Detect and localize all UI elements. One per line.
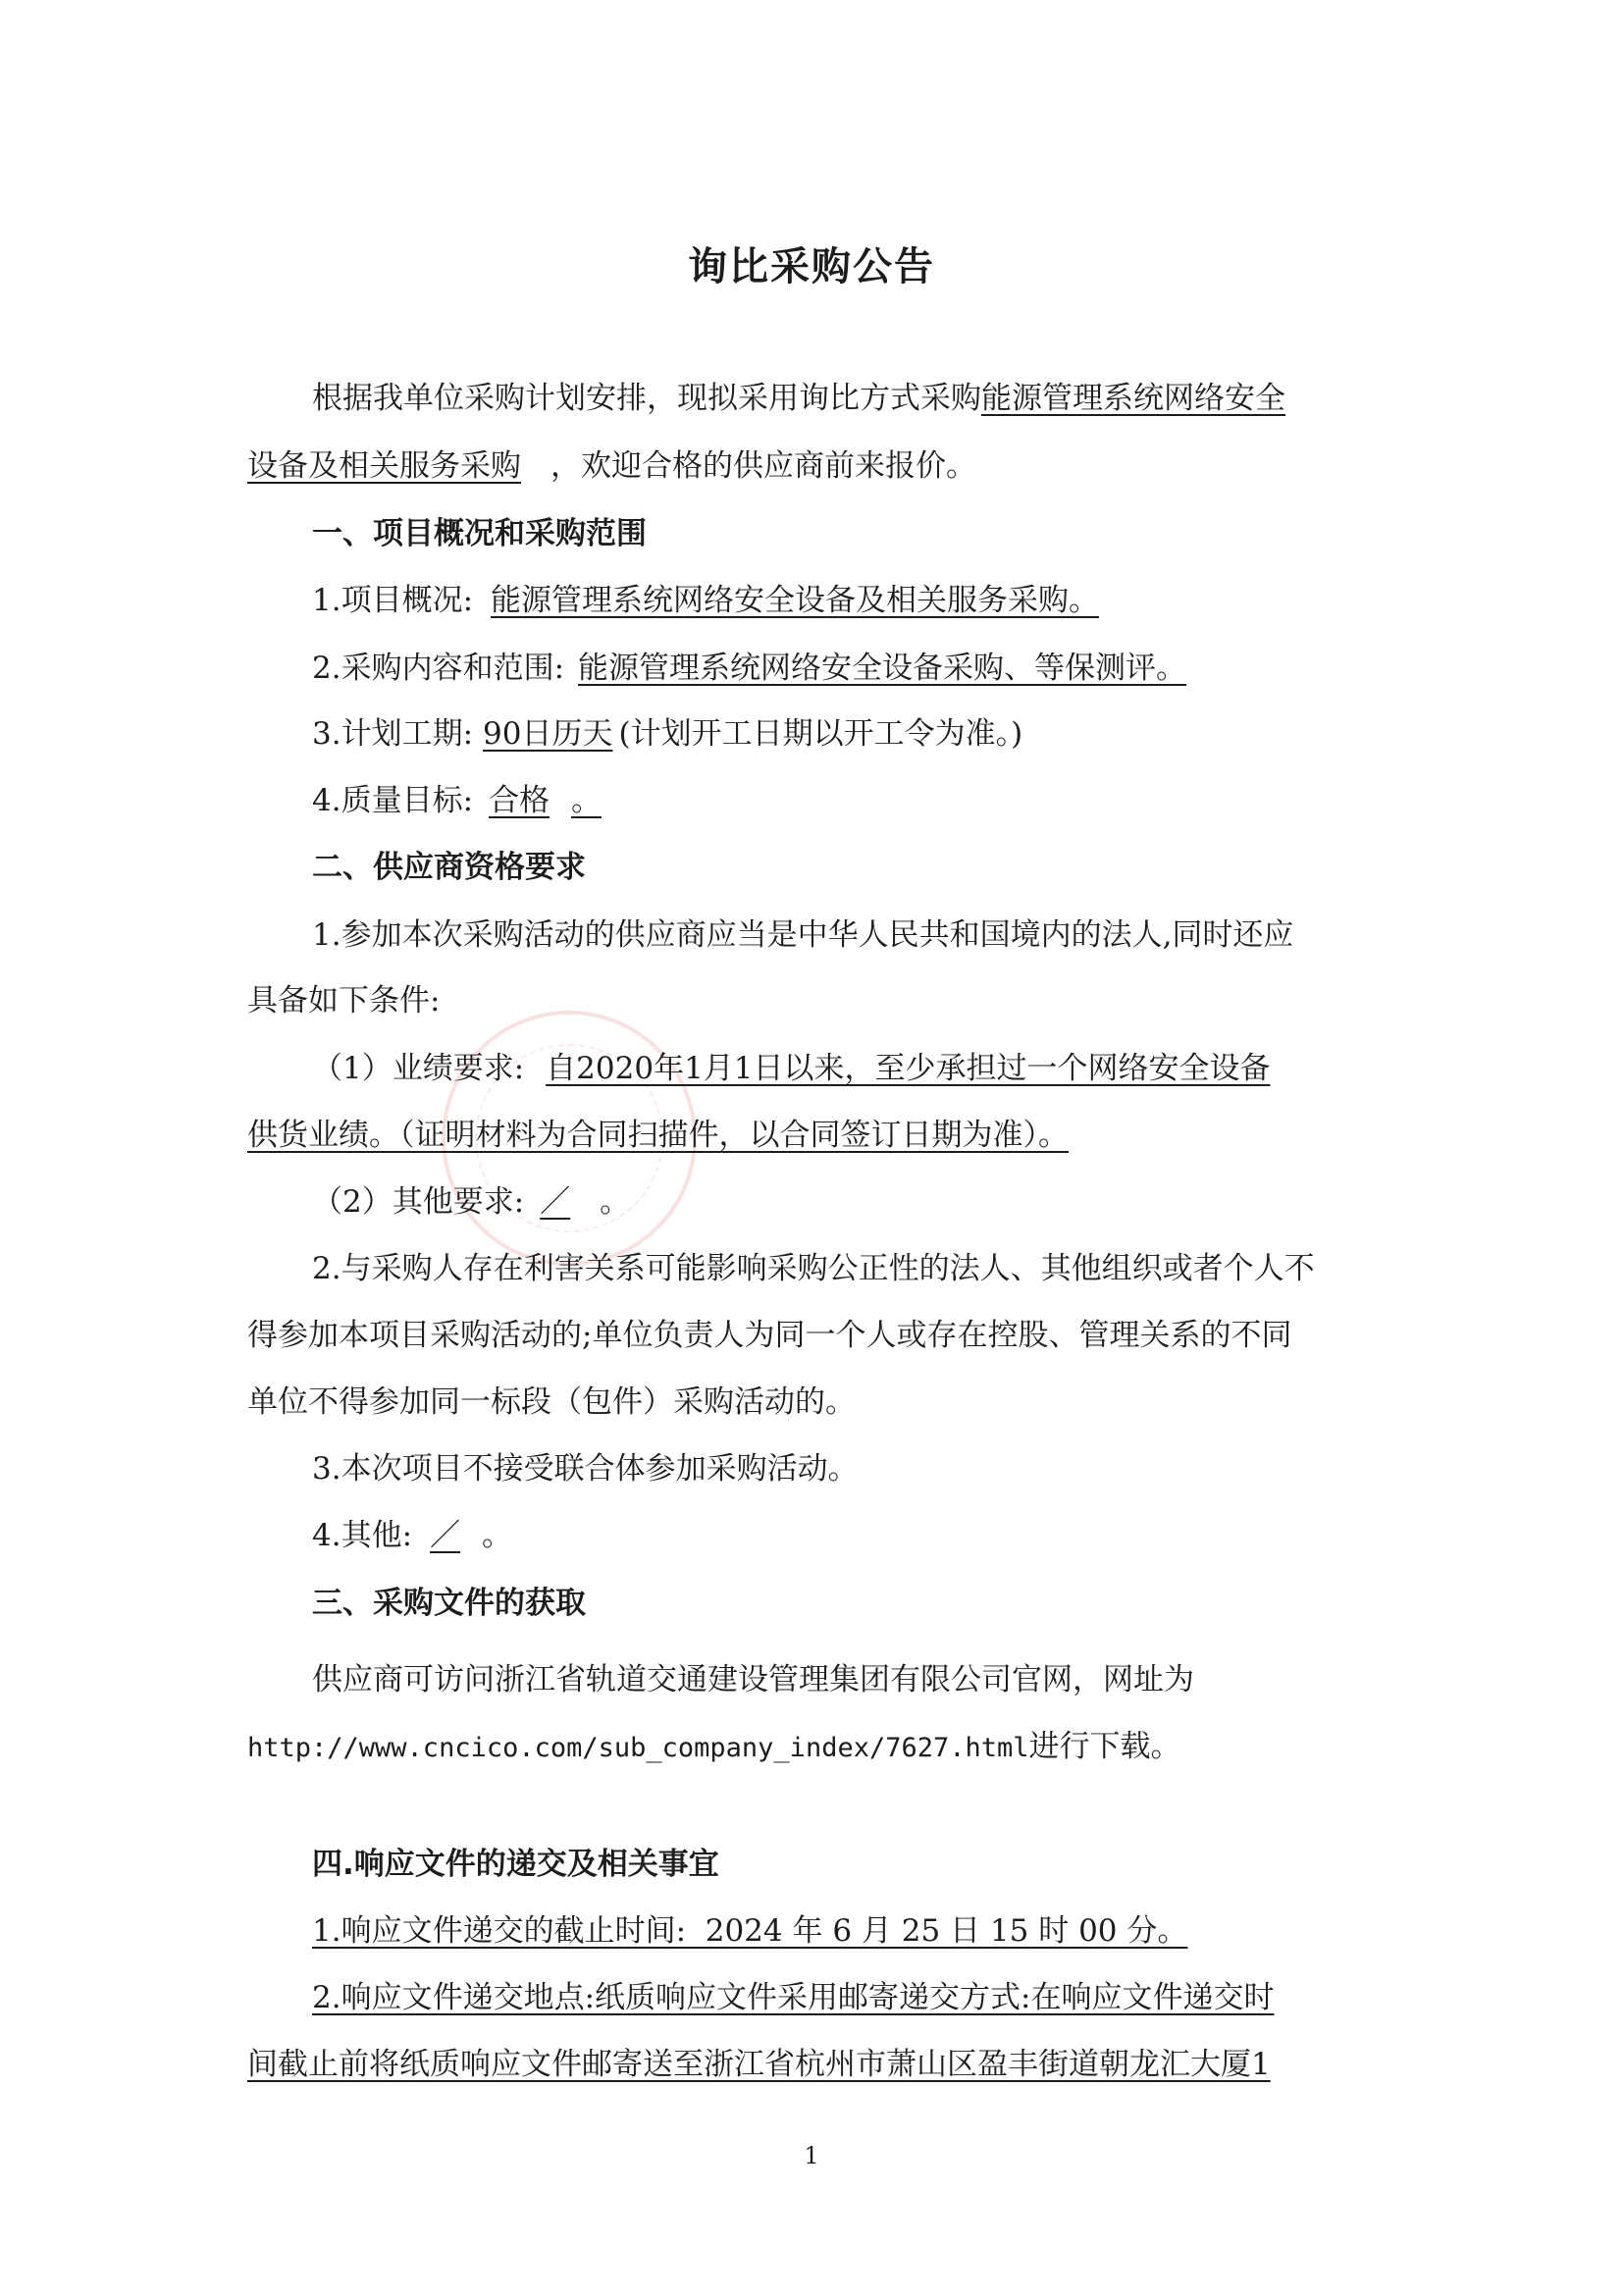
document-title: 询比采购公告 — [688, 243, 935, 289]
section-1-heading: 一、项目概况和采购范围 — [312, 516, 647, 551]
section-2-item-2-line-1: 2.与采购人存在利害关系可能影响采购公正性的法人、其他组织或者个人不 — [312, 1251, 1315, 1286]
url-suffix: 进行下载。 — [1028, 1729, 1181, 1764]
item-note: (计划开工日期以开工令为准。) — [618, 716, 1023, 752]
requirement-1 — [312, 1049, 1271, 1088]
section-1-item-1 — [312, 581, 1099, 620]
section-2-heading: 二、供应商资格要求 — [312, 850, 586, 885]
item-value: ／ — [430, 1518, 461, 1553]
download-url: http://www.cncico.com/sub_company_index/7627.html — [247, 1733, 1029, 1763]
requirement-2 — [312, 1182, 630, 1222]
section-2-item-3: 3.本次项目不接受联合体参加采购活动。 — [312, 1451, 859, 1487]
requirement-label: （1）业绩要求: — [312, 1051, 525, 1086]
section-2-item-2-line-2: 得参加本项目采购活动的;单位负责人为同一个人或存在控股、管理关系的不同 — [247, 1318, 1292, 1353]
item-label: 3.计划工期: — [312, 716, 474, 752]
page-number: 1 — [804, 2142, 819, 2169]
requirement-1-cont — [247, 1116, 1069, 1155]
section-4-heading: 四.响应文件的递交及相关事宜 — [312, 1847, 719, 1882]
intro-project-name-cont: 设备及相关服务采购 — [247, 448, 521, 484]
requirement-value: 自2020年1月1日以来，至少承担过一个网络安全设备 — [546, 1051, 1271, 1086]
requirement-value-cont: 供货业绩。（证明材料为合同扫描件，以合同签订日期为准）。 — [247, 1118, 1069, 1153]
intro-text-end: ，欢迎合格的供应商前来报价。 — [550, 448, 976, 484]
section-3-heading: 三、采购文件的获取 — [312, 1586, 586, 1621]
intro-line-2 — [247, 446, 976, 486]
item-end: 。 — [482, 1518, 513, 1553]
intro-text: 根据我单位采购计划安排，现拟采用询比方式采购 — [312, 381, 981, 416]
section-2-item-4 — [312, 1516, 512, 1555]
item-label: 2.采购内容和范围: — [312, 651, 565, 686]
section-3-line-2 — [247, 1727, 1181, 1768]
section-2-item-1-line-2: 具备如下条件: — [247, 983, 441, 1018]
section-1-item-4 — [312, 781, 617, 820]
section-1-item-3 — [312, 714, 1022, 754]
section-4-item-2-line-1: 2.响应文件递交地点:纸质响应文件采用邮寄递交方式:在响应文件递交时 — [312, 1980, 1275, 2015]
requirement-label: （2）其他要求: — [312, 1184, 525, 1220]
section-4-item-1: 1.响应文件递交的截止时间: 2024 年 6 月 25 日 15 时 00 分。 — [312, 1913, 1188, 1949]
item-end: 。 — [571, 783, 602, 818]
requirement-value: ／ — [540, 1184, 571, 1220]
item-label: 4.其他: — [312, 1518, 413, 1553]
item-label: 1.项目概况: — [312, 583, 474, 618]
section-1-item-2 — [312, 649, 1222, 688]
section-3-line-1: 供应商可访问浙江省轨道交通建设管理集团有限公司官网，网址为 — [312, 1662, 1194, 1697]
section-2-item-2-line-3: 单位不得参加同一标段（包件）采购活动的。 — [247, 1384, 856, 1420]
item-value: 能源管理系统网络安全设备及相关服务采购。 — [491, 583, 1100, 618]
item-label: 4.质量目标: — [312, 783, 474, 818]
item-value: 90日历天 — [483, 716, 613, 752]
requirement-end: 。 — [600, 1184, 631, 1220]
intro-project-name: 能源管理系统网络安全 — [981, 381, 1285, 416]
intro-line-1 — [312, 379, 1285, 418]
item-value: 合格 — [489, 783, 550, 818]
section-4-item-2-line-2: 间截止前将纸质响应文件邮寄送至浙江省杭州市萧山区盈丰街道朝龙汇大厦1 — [247, 2047, 1271, 2082]
item-value: 能源管理系统网络安全设备采购、等保测评。 — [578, 651, 1187, 686]
section-2-item-1-line-1: 1.参加本次采购活动的供应商应当是中华人民共和国境内的法人,同时还应 — [312, 917, 1294, 953]
